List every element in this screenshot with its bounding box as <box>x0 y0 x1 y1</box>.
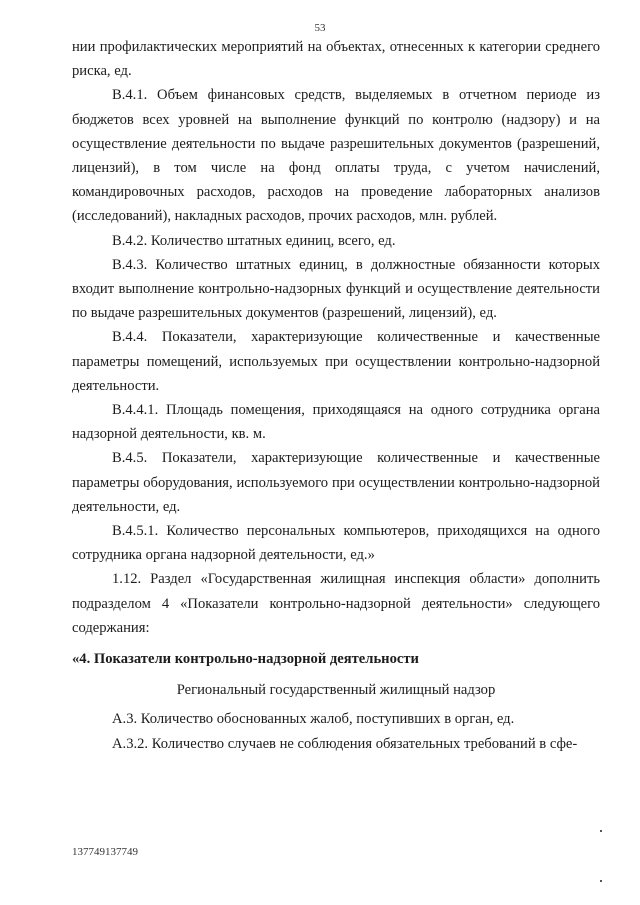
section-subheading: Региональный государственный жилищный надзор <box>176 682 496 699</box>
page-number: 53 <box>314 22 326 34</box>
document-footer-code: 137749137749 <box>72 846 138 858</box>
paragraph-b-4-2: В.4.2. Количество штатных единиц, всего, ед. <box>112 232 396 249</box>
paragraph-a-3: А.3. Количество обоснованных жалоб, поступивших в орган, ед. <box>112 711 515 728</box>
paragraph-b-4-5: В.4.5. Показатели, характеризующие количественные и качественные параметры оборудования, используемого при осуществлении контрольно-надзорной деятельности, ед. <box>72 450 600 515</box>
paragraph-b-4-4: В.4.4. Показатели, характеризующие количественные и качественные параметры помещений, используемых при осуществлении контрольно-надзорной деятельности. <box>72 329 600 394</box>
paragraph-b-4-4-1: В.4.4.1. Площадь помещения, приходящаяся на одного сотрудника органа надзорной деятельности, кв. м. <box>72 402 600 443</box>
paragraph-continuation: нии профилактических мероприятий на объектах, отнесенных к категории среднего риска, ед. <box>72 39 600 80</box>
paragraph-a-3-2: А.3.2. Количество случаев не соблюдения обязательных требований в сфе- <box>112 735 578 752</box>
scan-mark <box>600 830 602 832</box>
document-body <box>72 35 600 756</box>
paragraph-1-12: 1.12. Раздел «Государственная жилищная инспекция области» дополнить подразделом 4 «Показатели контрольно-надзорной деятельности» следующего содержания: <box>72 571 600 636</box>
scan-mark <box>600 880 602 882</box>
paragraph-b-4-1: В.4.1. Объем финансовых средств, выделяемых в отчетном периоде из бюджетов всех уровней на выполнение функций по контролю (надзору) и на осуществление деятельности по выдаче разрешительных документов (разрешений, лицензий), в том числе на фонд оплаты труда, с учетом начислений, командировочных расходов, расходов на проведение лабораторных анализов (исследований), накладных расходов, прочих расходов, млн. рублей. <box>72 87 600 225</box>
paragraph-b-4-5-1: В.4.5.1. Количество персональных компьютеров, приходящихся на одного сотрудника органа надзорной деятельности, ед.» <box>72 523 600 564</box>
paragraph-b-4-3: В.4.3. Количество штатных единиц, в должностные обязанности которых входит выполнение контрольно-надзорных функций и осуществление деятельности по выдаче разрешительных документов (разрешений, лицензий), ед. <box>72 256 600 322</box>
section-heading: «4. Показатели контрольно-надзорной деятельности <box>72 651 419 668</box>
